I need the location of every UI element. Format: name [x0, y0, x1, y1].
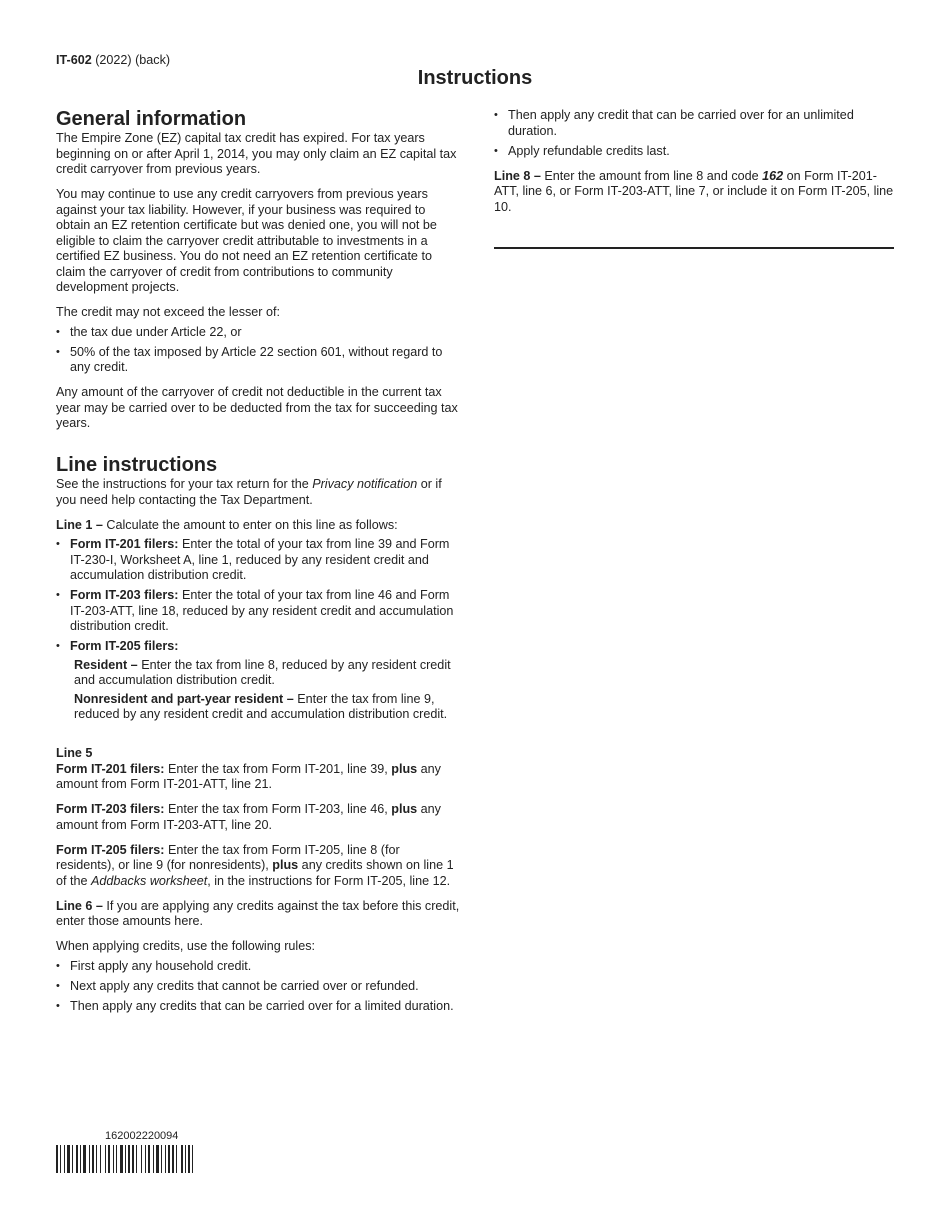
line-6: Line 6 – If you are applying any credits against the tax before this credit, enter those amounts here.	[56, 898, 460, 928]
list-item: • Form IT-201 filers: Enter the total of your tax from line 39 and Form IT-230-I, Worksheet A, line 1, reduced by any resident credit and accumulation distribution credit.	[56, 537, 460, 584]
general-information-heading: General information	[56, 108, 247, 130]
line-5-it201: Form IT-201 filers: Enter the tax from Form IT-201, line 39, plus any amount from Form IT-201-ATT, line 21.	[56, 761, 441, 791]
barcode	[56, 1130, 246, 1173]
end-rule	[494, 247, 894, 249]
line-instructions-heading: Line instructions	[56, 454, 218, 476]
credit-rules-list-continued	[494, 108, 894, 159]
list-item: • Next apply any credits that cannot be carried over or refunded.	[56, 979, 460, 995]
list-item: • Then apply any credits that can be carried over for a limited duration.	[56, 999, 460, 1015]
resident-instruction: Resident – Enter the tax from line 8, reduced by any resident credit and accumulation distribution credit.	[74, 657, 451, 687]
line-5-heading: Line 5	[56, 746, 93, 760]
rules-intro: When applying credits, use the following rules:	[56, 939, 316, 953]
list-item: • the tax due under Article 22, or	[56, 325, 460, 341]
page-title: Instructions	[417, 67, 533, 89]
credit-rules-list	[56, 959, 460, 1015]
list-item: • First apply any household credit.	[56, 959, 460, 975]
line-instructions-intro: See the instructions for your tax return for the Privacy notification or if you need help contacting the Tax Department.	[56, 477, 442, 507]
list-item: • Form IT-203 filers: Enter the total of your tax from line 46 and Form IT-203-ATT, line 18, reduced by any resident credit and accumulation distribution credit.	[56, 588, 460, 635]
list-item: • 50% of the tax imposed by Article 22 section 601, without regard to any credit.	[56, 345, 460, 376]
list-item: • Form IT-205 filers: Resident – Enter the tax from line 8, reduced by any resident credit and accumulation distribution credit. Nonresident and part-year resident – Enter the tax from line 9, reduced by any resident credit and accumulation distribution credit.	[56, 639, 460, 723]
line-5-it203: Form IT-203 filers: Enter the tax from Form IT-203, line 46, plus any amount from Form IT-203-ATT, line 20.	[56, 802, 441, 832]
form-number: IT-602	[56, 53, 92, 67]
general-paragraph-1: The Empire Zone (EZ) capital tax credit has expired. For tax years beginning on or after April 1, 2014, you may only claim an EZ capital tax credit carryover from previous years.	[56, 131, 457, 176]
general-paragraph-4: Any amount of the carryover of credit not deductible in the current tax year may be carried over to be deducted from the tax for succeeding tax years.	[56, 385, 458, 430]
barcode-icon	[56, 1145, 240, 1173]
general-paragraph-2: You may continue to use any credit carryovers from previous years against your tax liability. However, if your business was required to obtain an EZ retention certificate but was denied one, you will not be eligible to claim the carryover credit attributable to investments in a certified EZ business. You do not need an EZ retention certificate to claim the carryover of credit from contributions to community development projects.	[56, 187, 437, 294]
general-paragraph-3: The credit may not exceed the lesser of:	[56, 305, 281, 319]
left-column	[56, 107, 460, 1024]
list-item: • Apply refundable credits last.	[494, 144, 894, 160]
right-column	[494, 108, 894, 249]
line-5-it205: Form IT-205 filers: Enter the tax from Form IT-205, line 8 (for residents), or line 9 (for nonresidents), plus any credits shown on line 1 of the Addbacks worksheet, in the instructions for Form IT-205, line 12.	[56, 842, 454, 888]
form-year: (2022) (back)	[91, 53, 171, 67]
line-8: Line 8 – Enter the amount from line 8 and code 162 on Form IT-201-ATT, line 6, or Form IT-203-ATT, line 7, or include it on Form IT-205, line 10.	[494, 168, 894, 214]
list-item: • Then apply any credit that can be carried over for an unlimited duration.	[494, 108, 894, 139]
line-1-intro: Line 1 – Calculate the amount to enter on this line as follows:	[56, 517, 398, 532]
line-1-list	[56, 537, 460, 723]
nonresident-instruction: Nonresident and part-year resident – Enter the tax from line 9, reduced by any resident credit and accumulation distribution credit.	[74, 691, 448, 721]
barcode-number: 162002220094	[105, 1130, 179, 1142]
credit-limit-list	[56, 325, 460, 376]
